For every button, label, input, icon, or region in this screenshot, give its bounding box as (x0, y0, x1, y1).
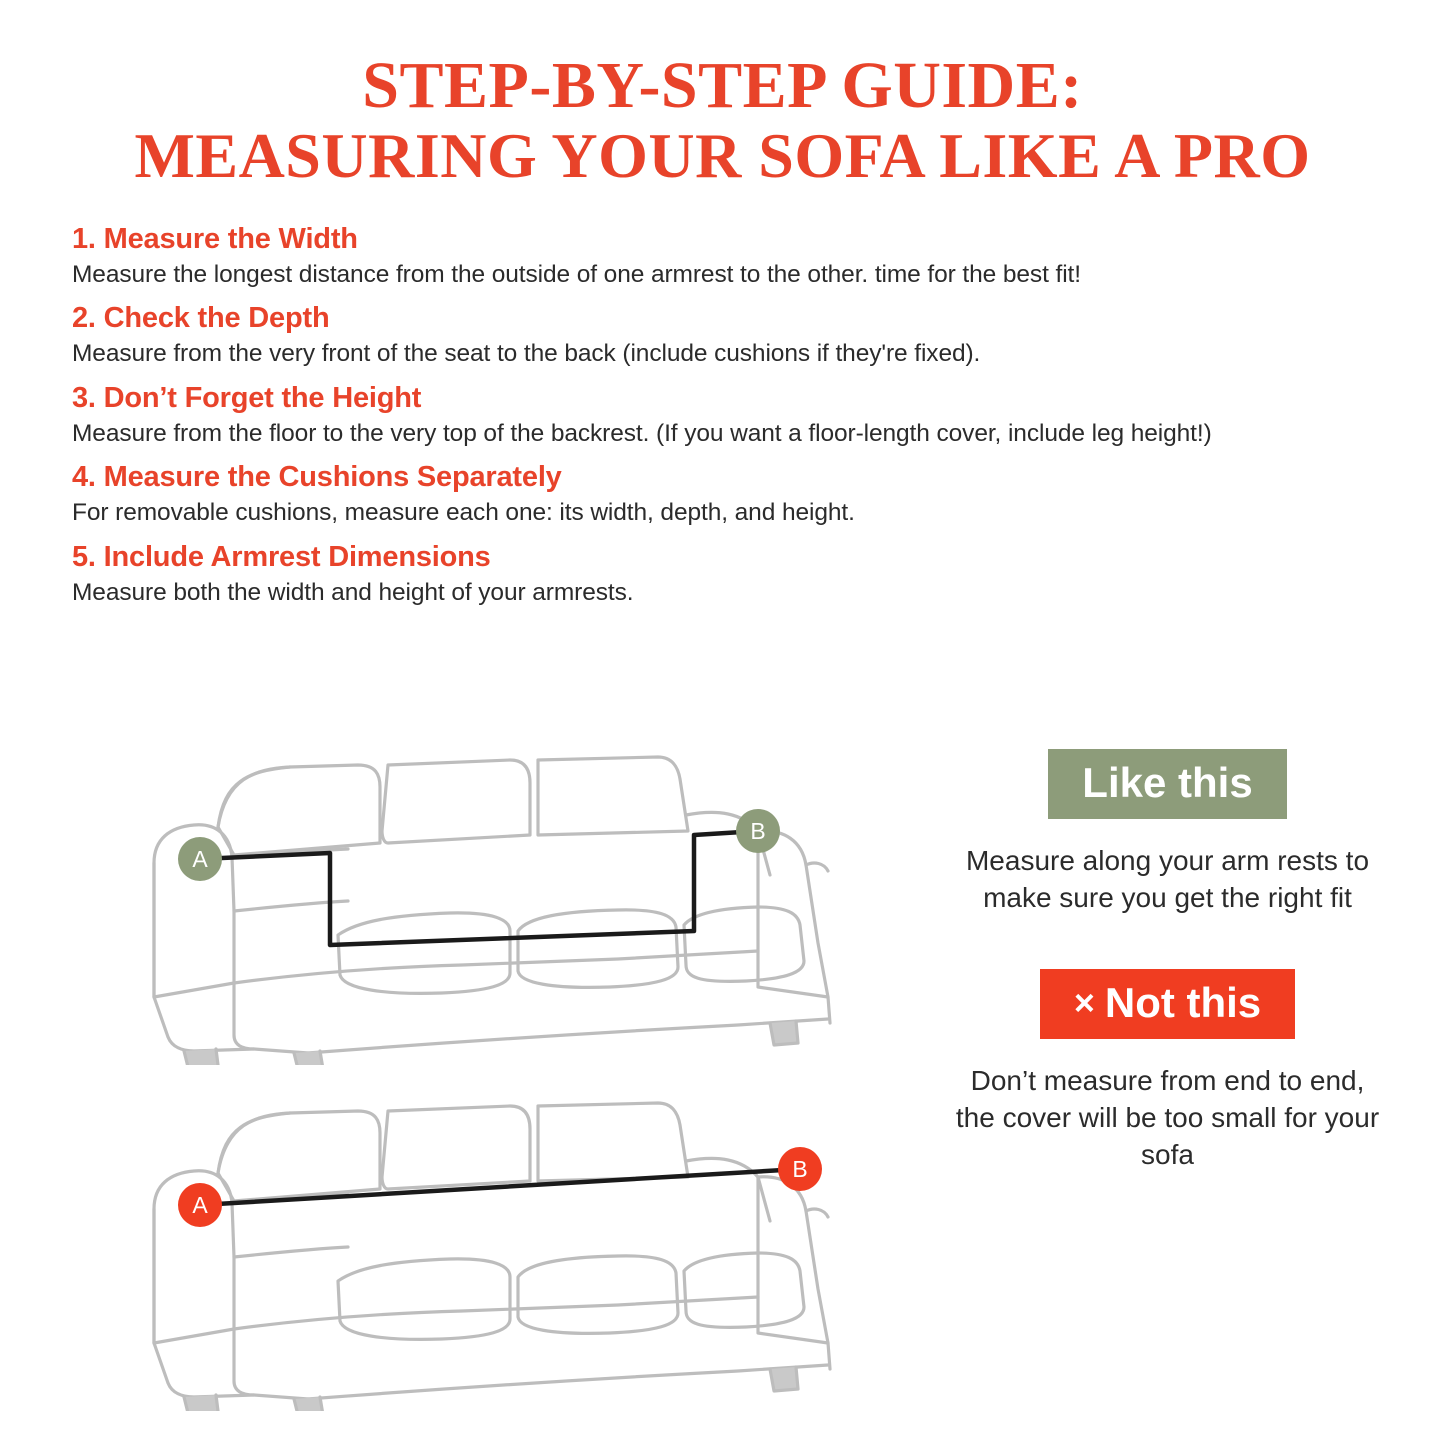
measure-line-incorrect (200, 1169, 800, 1205)
measure-line-correct (200, 831, 758, 945)
marker-a-label: A (192, 1192, 208, 1218)
step-4-heading: 4. Measure the Cushions Separately (72, 461, 562, 494)
step-5-heading: 5. Include Armrest Dimensions (72, 541, 491, 574)
page-title (58, 49, 1387, 192)
note-correct (948, 749, 1387, 917)
step-2-text: Measure from the very front of the seat to the back (include cushions if they're fixed). (72, 340, 981, 368)
badge-correct-wrap (948, 749, 1387, 819)
status-badge-like-this: Like this (1048, 749, 1286, 819)
step-item (72, 223, 1387, 291)
step-item (72, 302, 1387, 370)
step-3-text: Measure from the floor to the very top of the backrest. (If you want a floor-length cover, include leg height!) (72, 419, 1212, 447)
step-item (72, 461, 1387, 529)
title-line-1: STEP-BY-STEP GUIDE: (362, 49, 1083, 122)
sofa-diagram-incorrect (58, 1081, 898, 1411)
marker-a-incorrect (178, 1183, 222, 1227)
step-1-heading: 1. Measure the Width (72, 222, 358, 255)
title-line-2: MEASURING YOUR SOFA LIKE A PRO (134, 120, 1311, 192)
sofa-incorrect-svg (58, 1081, 898, 1411)
notes-column (908, 735, 1387, 1425)
note-incorrect (948, 969, 1387, 1174)
sofa-correct-svg (58, 735, 898, 1065)
sofa-diagram-correct (58, 735, 898, 1065)
status-badge-not-this (1040, 969, 1295, 1039)
step-1-text: Measure the longest distance from the outside of one armrest to the other. time for the best fit! (72, 260, 1081, 288)
step-item (72, 541, 1387, 609)
steps-list (58, 223, 1387, 609)
marker-b-incorrect (778, 1147, 822, 1191)
marker-b-label: B (750, 818, 766, 844)
sofa-diagrams (58, 735, 898, 1425)
step-item (72, 382, 1387, 450)
marker-b-label: B (792, 1156, 808, 1182)
note-incorrect-text: Don’t measure from end to end, the cover will be too small for your sofa (955, 1064, 1380, 1170)
step-2-heading: 2. Check the Depth (72, 302, 330, 335)
marker-b-correct (736, 809, 780, 853)
badge-incorrect-wrap (948, 969, 1387, 1039)
step-3-heading: 3. Don’t Forget the Height (72, 381, 422, 414)
step-5-text: Measure both the width and height of your armrests. (72, 579, 634, 607)
marker-a-label: A (192, 846, 208, 872)
illustration-section (58, 735, 1387, 1425)
note-correct-text: Measure along your arm rests to make sure you get the right fit (965, 845, 1370, 913)
marker-a-correct (178, 837, 222, 881)
status-badge-not-this-label: Not this (1104, 978, 1262, 1026)
cross-icon: × (1073, 981, 1095, 1023)
step-4-text: For removable cushions, measure each one: its width, depth, and height. (72, 499, 855, 527)
